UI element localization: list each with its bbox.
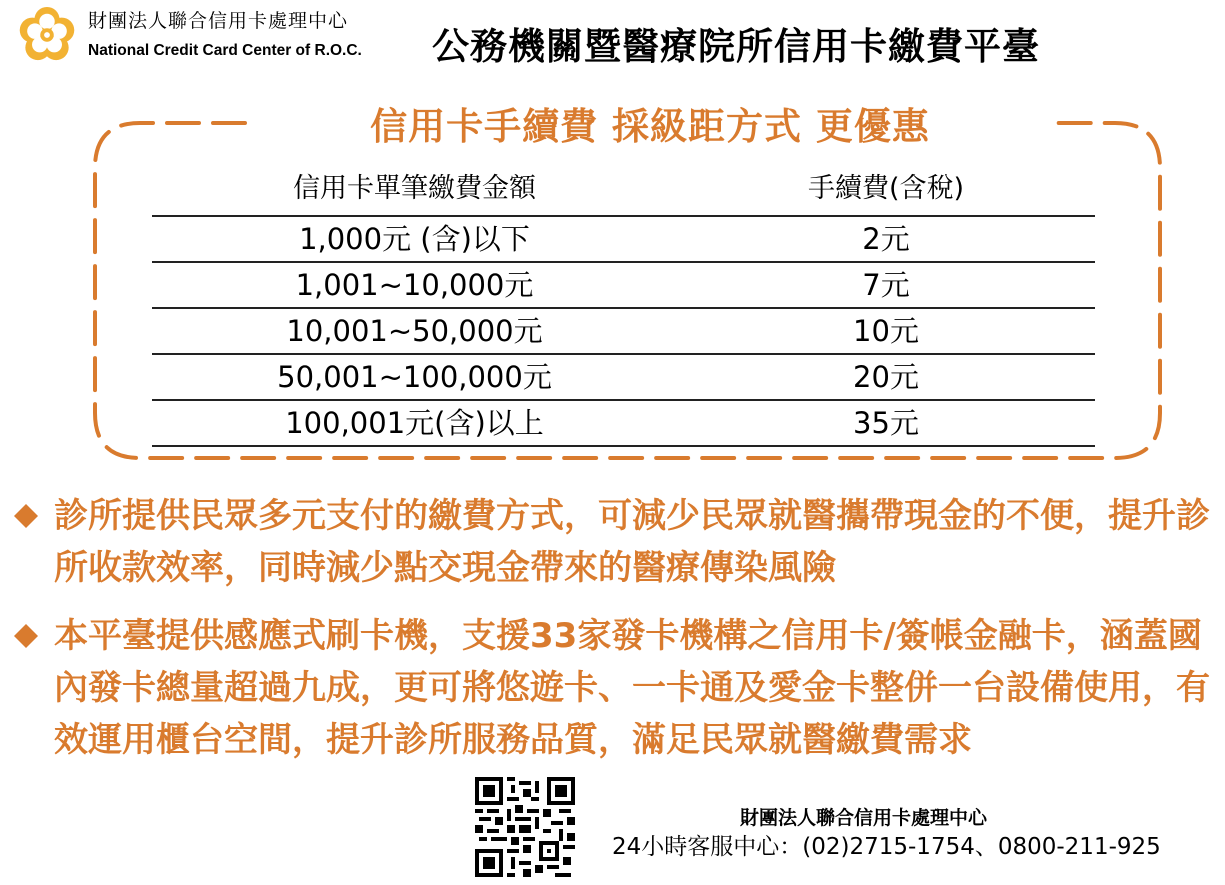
fee-section-heading: 信用卡手續費 採級距方式 更優惠 (370, 105, 930, 148)
column-header-fee: 手續費(含稅) (807, 173, 965, 204)
amount-cell: 50,001~100,000元 (277, 360, 552, 394)
table-row (152, 307, 1095, 353)
fee-table (152, 215, 1095, 447)
amount-cell: 1,001~10,000元 (295, 268, 534, 302)
amount-cell: 1,000元 (含)以下 (299, 222, 530, 256)
table-row (152, 399, 1095, 447)
bullet-text: 本平臺提供感應式刷卡機，支援33家發卡機構之信用卡/簽帳金融卡，涵蓋國內發卡總量超過九成，更可將悠遊卡、一卡通及愛金卡整併一台設備使用，有效運用櫃台空間，提升診所服務品質，滿足民眾就醫繳費需求 (54, 616, 1210, 760)
table-row (152, 353, 1095, 399)
bullet-payment-benefits (10, 490, 1220, 594)
fee-cell: 20元 (853, 360, 919, 394)
amount-cell: 100,001元(含)以上 (285, 406, 544, 440)
qr-code-icon[interactable] (475, 777, 575, 877)
column-header-amount: 信用卡單筆繳費金額 (293, 173, 536, 204)
table-row (152, 261, 1095, 307)
diamond-bullet-icon (14, 504, 38, 528)
footer-contact: 24小時客服中心：(02)2715-1754、0800-211-925 (612, 834, 1161, 860)
fee-cell: 7元 (862, 268, 910, 302)
bullet-platform-features (10, 610, 1220, 766)
fee-cell: 2元 (862, 222, 910, 256)
plum-blossom-logo-icon (18, 6, 76, 64)
fee-cell: 10元 (853, 314, 919, 348)
page-title: 公務機關暨醫療院所信用卡繳費平臺 (432, 25, 1040, 68)
footer-org-name: 財團法人聯合信用卡處理中心 (740, 807, 988, 829)
amount-cell: 10,001~50,000元 (286, 314, 543, 348)
diamond-bullet-icon (14, 624, 38, 648)
bullet-text: 診所提供民眾多元支付的繳費方式，可減少民眾就醫攜帶現金的不便，提升診所收款效率，同時減少點交現金帶來的醫療傳染風險 (54, 496, 1210, 588)
table-row (152, 215, 1095, 261)
fee-cell: 35元 (853, 406, 919, 440)
org-name-chinese: 財團法人聯合信用卡處理中心 (88, 10, 349, 32)
org-name-english: National Credit Card Center of R.O.C. (88, 42, 362, 59)
